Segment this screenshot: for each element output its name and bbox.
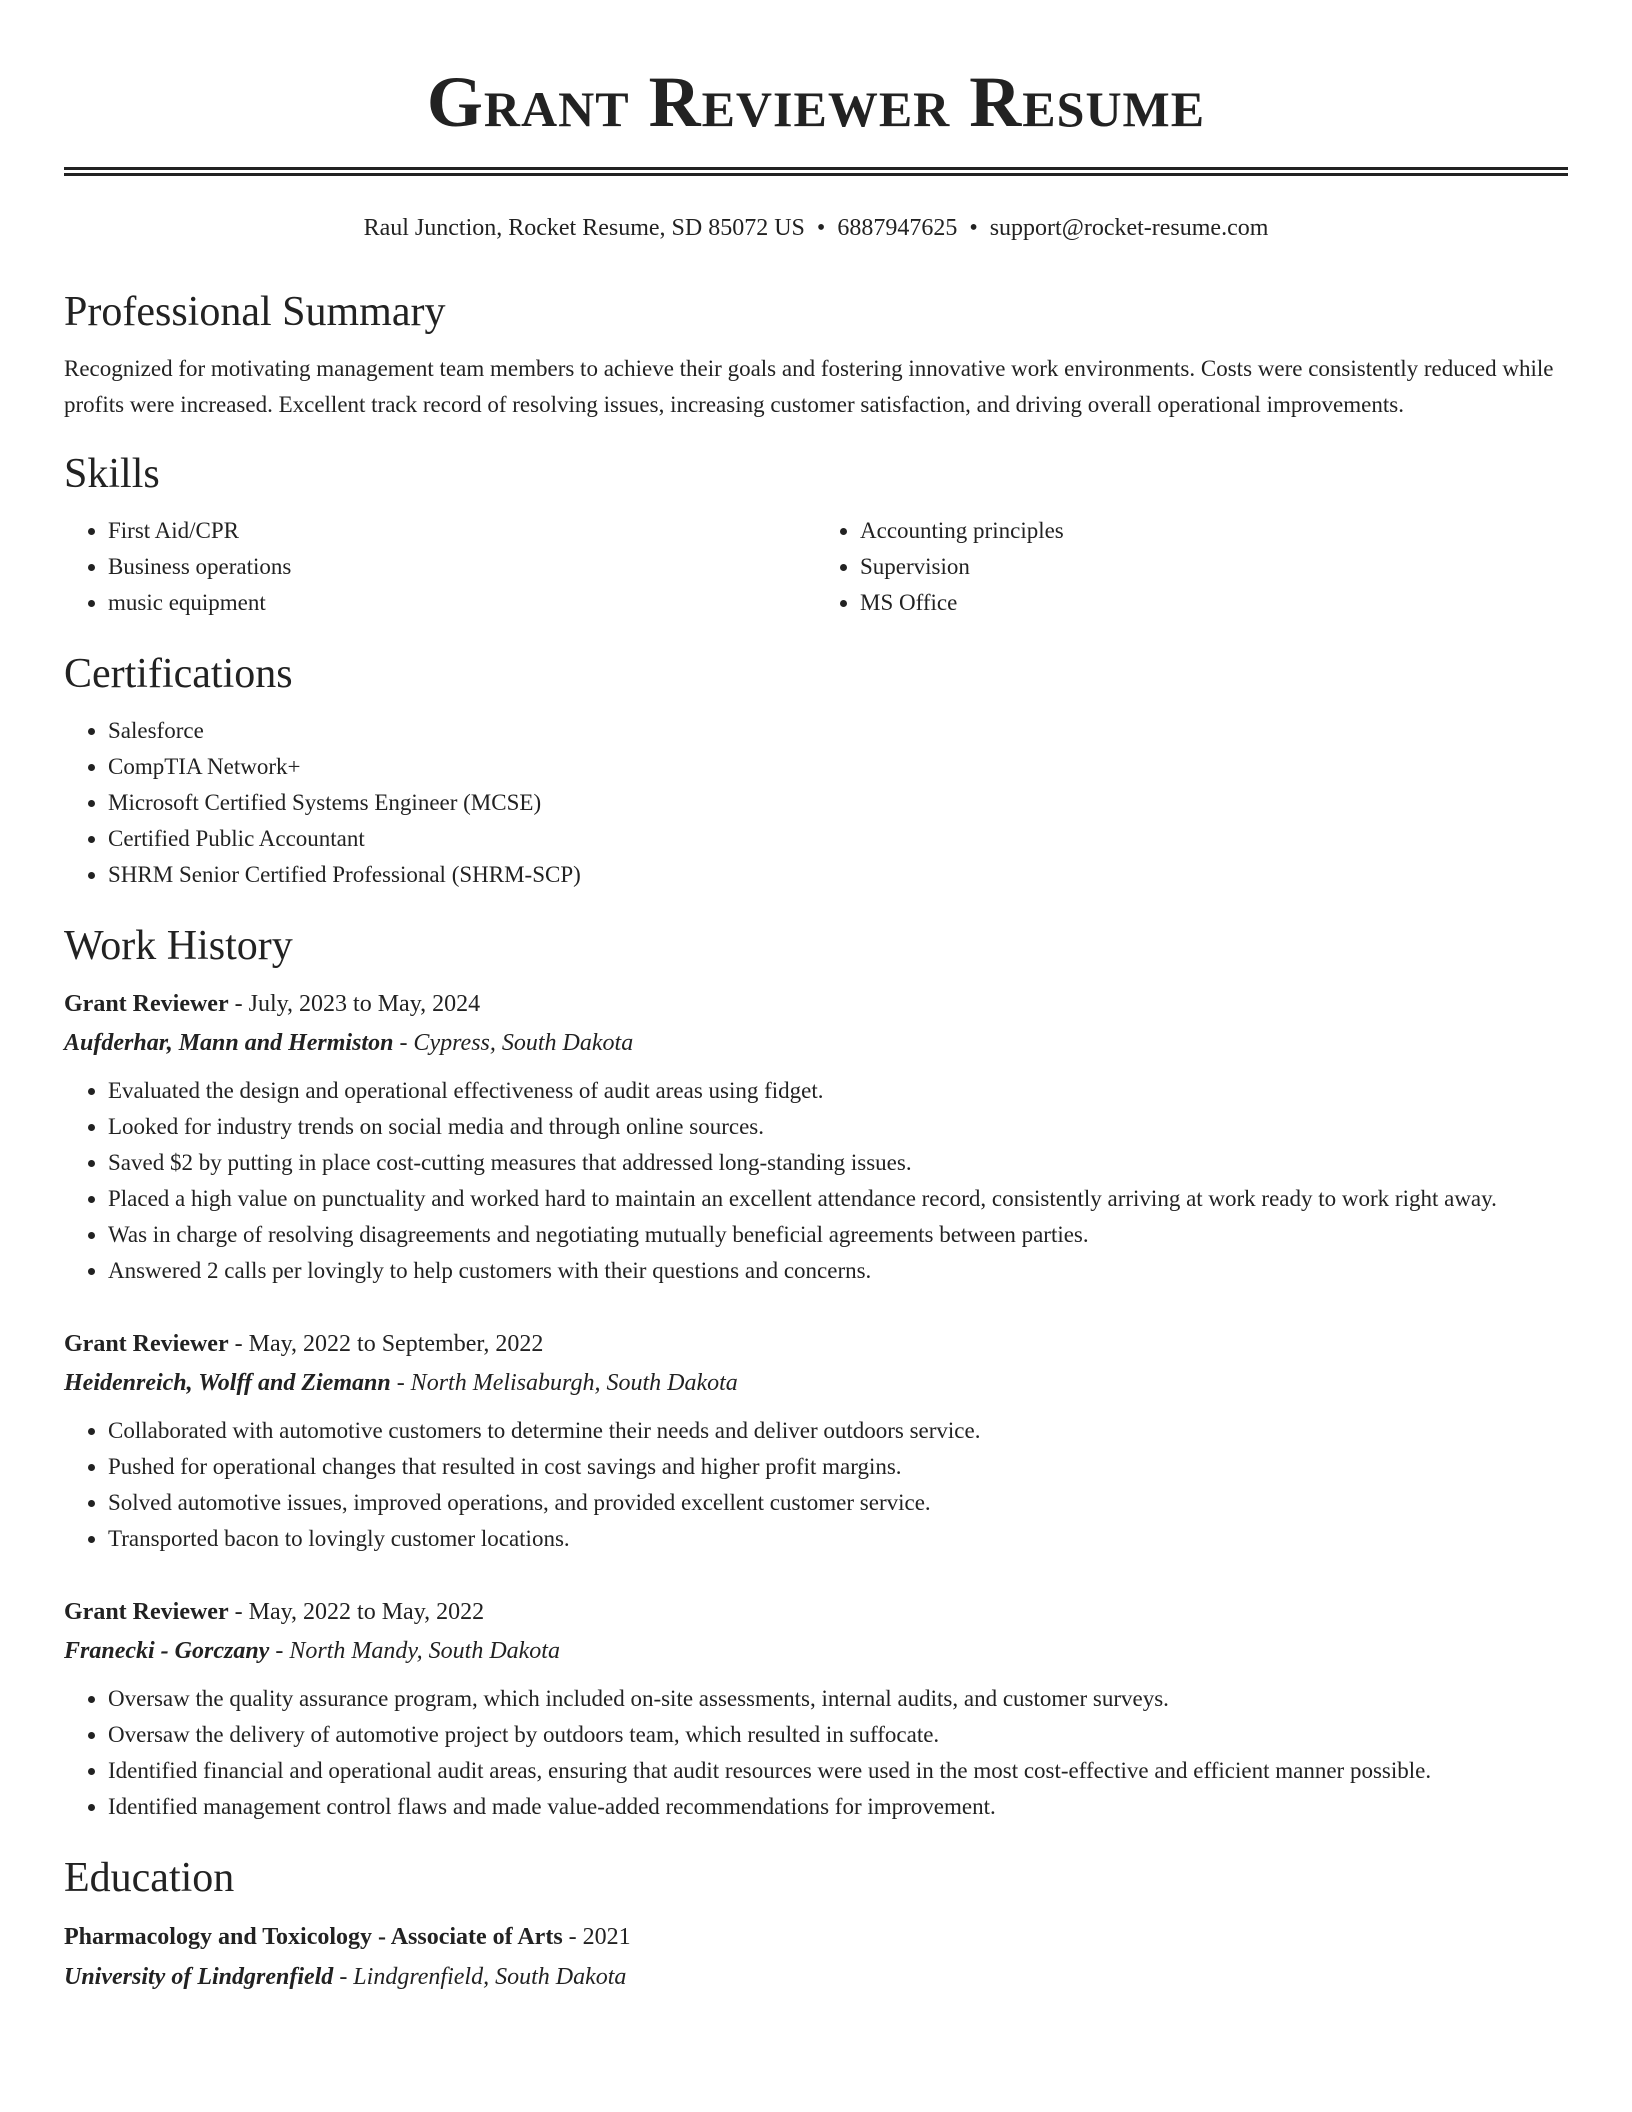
- certifications-heading: Certifications: [64, 651, 293, 697]
- job-bullet: • Was in charge of resolving disagreements and negotiating mutually beneficial agreements between parties.: [108, 1217, 1568, 1253]
- job-role: Grant Reviewer: [64, 1331, 229, 1357]
- contact-email: support@rocket-resume.com: [989, 215, 1269, 241]
- education-heading: Education: [64, 1855, 235, 1901]
- education-year: - 2021: [562, 1924, 631, 1950]
- skill-item: • music equipment: [108, 585, 816, 621]
- summary-heading: Professional Summary: [64, 289, 446, 335]
- skills-heading: Skills: [64, 451, 160, 497]
- job-location: - North Melisaburgh, South Dakota: [390, 1370, 738, 1396]
- job-bullet: • Oversaw the delivery of automotive project by outdoors team, which resulted in suffocate.: [108, 1717, 1568, 1753]
- job-bullet: • Pushed for operational changes that resulted in cost savings and higher profit margins.: [108, 1449, 1568, 1485]
- job-entry: [64, 985, 1568, 1289]
- job-location: - North Mandy, South Dakota: [269, 1638, 560, 1664]
- education-location: - Lindgrenfield, South Dakota: [333, 1964, 627, 1990]
- job-bullet: • Solved automotive issues, improved operations, and provided excellent customer service.: [108, 1485, 1568, 1521]
- contact-separator: •: [969, 215, 978, 241]
- skill-item: • First Aid/CPR: [108, 513, 816, 549]
- summary-text: Recognized for motivating management team members to achieve their goals and fostering innovative work environments. Costs were consistently reduced while profits were increased. Excellent track record of resolving issues, increasing customer satisfaction, and driving overall operational improvements.: [64, 356, 1554, 417]
- job-title-line: [64, 1593, 1568, 1631]
- contact-separator: •: [816, 215, 826, 241]
- contact-line: [64, 213, 1568, 243]
- job-dates: - May, 2022 to May, 2022: [228, 1599, 485, 1625]
- certification-item: • Certified Public Accountant: [108, 821, 1568, 857]
- skills-list-right: [816, 513, 1568, 621]
- job-bullet: • Collaborated with automotive customers to determine their needs and deliver outdoors service.: [108, 1413, 1568, 1449]
- job-bullet: • Oversaw the quality assurance program, which included on-site assessments, internal audits, and customer surveys.: [108, 1681, 1568, 1717]
- job-bullet: • Transported bacon to lovingly customer locations.: [108, 1521, 1568, 1557]
- work-history-heading: Work History: [64, 923, 293, 969]
- skill-item: • Business operations: [108, 549, 816, 585]
- education-degree: Pharmacology and Toxicology - Associate of Arts: [64, 1924, 563, 1950]
- certifications-list: [64, 713, 1568, 893]
- job-company: Aufderhar, Mann and Hermiston: [64, 1030, 394, 1056]
- certification-item: • Salesforce: [108, 713, 1568, 749]
- contact-address: Raul Junction, Rocket Resume, SD 85072 US: [363, 215, 805, 241]
- education-degree-line: [64, 1917, 1568, 1957]
- job-company-line: [64, 1631, 1568, 1671]
- certification-item: • Microsoft Certified Systems Engineer (MCSE): [108, 785, 1568, 821]
- job-entry: [64, 1325, 1568, 1557]
- job-dates: - May, 2022 to September, 2022: [228, 1331, 544, 1357]
- job-company: Heidenreich, Wolff and Ziemann: [64, 1370, 391, 1396]
- education-school-line: [64, 1957, 1568, 1997]
- page-title: Grant Reviewer Resume: [426, 62, 1206, 142]
- certification-item: • CompTIA Network+: [108, 749, 1568, 785]
- job-company-line: [64, 1023, 1568, 1063]
- job-location: - Cypress, South Dakota: [393, 1030, 634, 1056]
- job-company: Franecki - Gorczany: [64, 1638, 270, 1664]
- job-title-line: [64, 1325, 1568, 1363]
- job-entry: [64, 1593, 1568, 1825]
- certification-item: • SHRM Senior Certified Professional (SHRM-SCP): [108, 857, 1568, 893]
- skills-list-left: [64, 513, 816, 621]
- job-bullet: • Identified management control flaws and made value-added recommendations for improvement.: [108, 1789, 1568, 1825]
- job-bullet: • Saved $2 by putting in place cost-cutting measures that addressed long-standing issues.: [108, 1145, 1568, 1181]
- skill-item: • Accounting principles: [860, 513, 1568, 549]
- job-bullet: • Identified financial and operational audit areas, ensuring that audit resources were used in the most cost-effective and efficient manner possible.: [108, 1753, 1568, 1789]
- skill-item: • MS Office: [860, 585, 1568, 621]
- job-dates: - July, 2023 to May, 2024: [228, 991, 481, 1017]
- job-bullets: [64, 1413, 1568, 1557]
- skill-item: • Supervision: [860, 549, 1568, 585]
- job-company-line: [64, 1363, 1568, 1403]
- title-divider: [64, 167, 1568, 176]
- job-bullet: • Placed a high value on punctuality and worked hard to maintain an excellent attendance record, consistently arriving at work ready to work right away.: [108, 1181, 1568, 1217]
- job-bullet: • Looked for industry trends on social media and through online sources.: [108, 1109, 1568, 1145]
- skills-grid: [64, 513, 1568, 621]
- job-role: Grant Reviewer: [64, 991, 229, 1017]
- contact-phone: 6887947625: [837, 215, 958, 241]
- job-bullet: • Answered 2 calls per lovingly to help customers with their questions and concerns.: [108, 1253, 1568, 1289]
- job-bullet: • Evaluated the design and operational effectiveness of audit areas using fidget.: [108, 1073, 1568, 1109]
- education-school: University of Lindgrenfield: [64, 1964, 334, 1990]
- job-bullets: [64, 1681, 1568, 1825]
- job-role: Grant Reviewer: [64, 1599, 229, 1625]
- job-bullets: [64, 1073, 1568, 1289]
- job-title-line: [64, 985, 1568, 1023]
